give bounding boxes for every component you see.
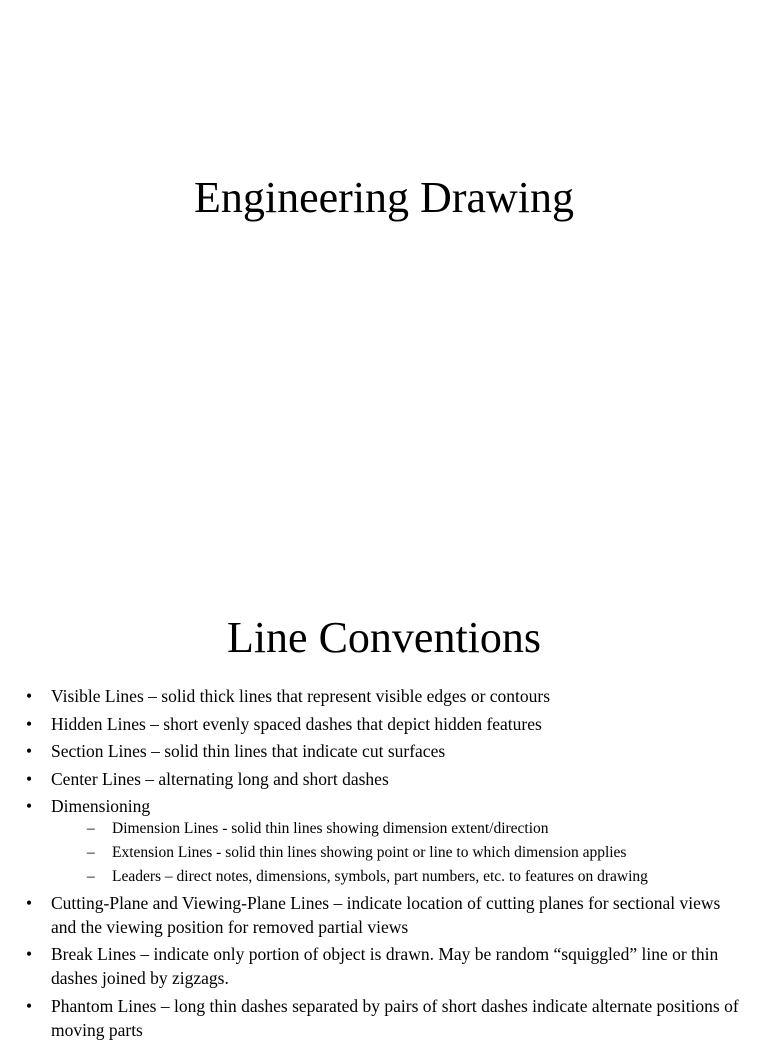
bullet-mark: • (26, 995, 33, 1016)
bullet-mark: • (26, 768, 33, 789)
bullet-mark: • (26, 713, 33, 734)
bullet-item (24, 684, 744, 708)
sub-bullet-text: Extension Lines - solid thin lines showing point or line to which dimension applies (112, 844, 627, 861)
bullet-item (24, 739, 744, 763)
dash-mark: – (87, 868, 95, 885)
bullet-item (24, 794, 744, 887)
bullet-item (24, 942, 744, 990)
slide-line-conventions (0, 576, 768, 1040)
bullet-item (24, 891, 744, 939)
bullet-text: Hidden Lines – short evenly spaced dashes that depict hidden features (51, 713, 542, 734)
sub-bullet-text: Dimension Lines - solid thin lines showing dimension extent/direction (112, 820, 549, 837)
sub-bullet-text: Leaders – direct notes, dimensions, symbols, part numbers, etc. to features on drawing (112, 868, 648, 885)
sub-bullet-item (51, 842, 744, 863)
bullet-text: Dimensioning (51, 796, 151, 816)
bullet-mark: • (26, 892, 33, 913)
sub-bullet-item (51, 866, 744, 887)
bullet-mark: • (26, 686, 33, 706)
bullet-item (24, 994, 744, 1042)
bullet-mark: • (26, 796, 33, 816)
slide-title: Engineering Drawing (194, 173, 574, 222)
bullet-mark: • (26, 944, 33, 964)
bullet-item (24, 712, 744, 736)
bullet-text: Section Lines – solid thin lines that indicate cut surfaces (51, 741, 446, 761)
bullet-text: Phantom Lines – long thin dashes separated by pairs of short dashes indicate alternate positions of moving parts (51, 995, 739, 1040)
sub-bullet-item (51, 818, 744, 839)
bullet-text: Break Lines – indicate only portion of object is drawn. May be random “squiggled” line or thin dashes joined by zigzags. (51, 944, 719, 988)
sub-bullet-list (51, 818, 744, 887)
slide-title: Line Conventions (226, 613, 542, 662)
bullet-text: Center Lines – alternating long and short dashes (51, 768, 389, 789)
bullet-mark: • (26, 741, 33, 761)
bullet-item (24, 767, 744, 791)
bullet-text: Visible Lines – solid thick lines that represent visible edges or contours (51, 686, 551, 706)
dash-mark: – (87, 844, 95, 861)
dash-mark: – (87, 820, 95, 837)
bullet-list (24, 684, 744, 1045)
bullet-text: Cutting-Plane and Viewing-Plane Lines – indicate location of cutting planes for sectional views and the viewing position for removed partial views (51, 892, 721, 937)
